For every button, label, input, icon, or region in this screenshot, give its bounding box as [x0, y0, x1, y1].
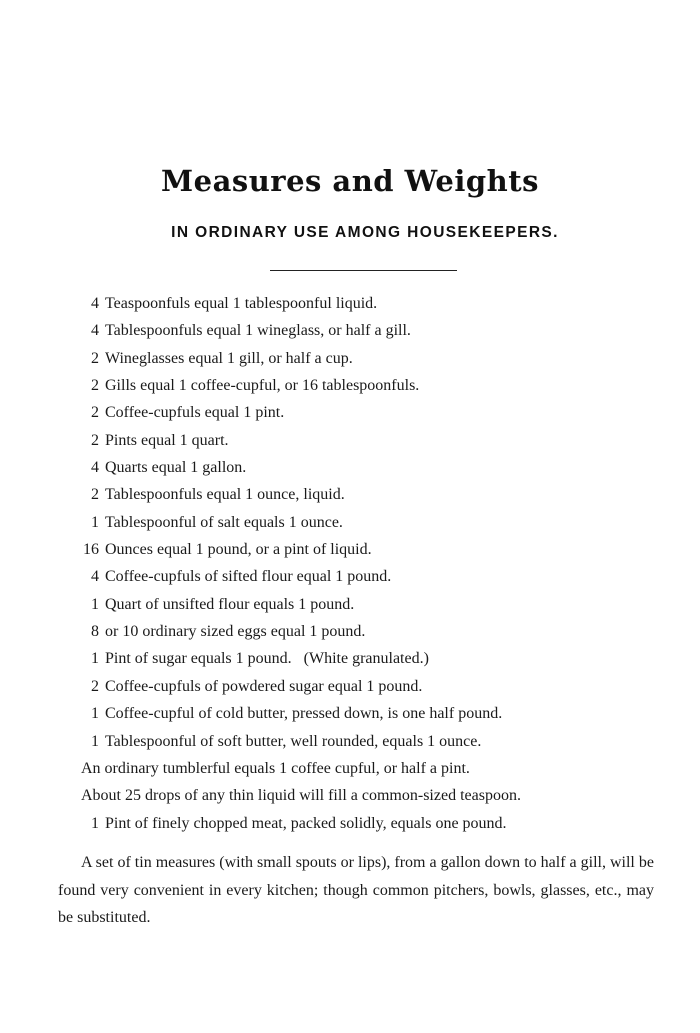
closing-paragraph: A set of tin measures (with small spouts or lips), from a gallon down to half a gill, will be found very convenient in every kitchen; though common pitchers, bowls, glasses, etc., may be substituted. — [58, 854, 654, 926]
item-text: Tablespoonful of soft butter, well rounded, equals 1 ounce. — [105, 732, 482, 750]
item-quantity: 2 — [91, 349, 99, 367]
item-text: Pints equal 1 quart. — [105, 431, 229, 449]
list-item — [0, 403, 700, 430]
item-text: Teaspoonfuls equal 1 tablespoonful liquid. — [105, 295, 378, 312]
page-title: Measures and Weights — [161, 164, 539, 198]
list-item — [0, 540, 700, 567]
item-quantity: 1 — [91, 513, 99, 531]
list-item — [0, 458, 700, 485]
list-item — [0, 349, 700, 376]
item-text: Coffee-cupfuls of powdered sugar equal 1 pound. — [105, 677, 423, 695]
list-item — [0, 649, 700, 676]
item-text: Quart of unsifted flour equals 1 pound. — [105, 595, 355, 613]
item-quantity: 2 — [91, 486, 99, 504]
item-quantity: 4 — [91, 295, 99, 312]
list-item — [0, 567, 700, 594]
page-subtitle: IN ORDINARY USE AMONG HOUSEKEEPERS. — [171, 224, 559, 241]
list-item — [0, 622, 700, 649]
list-item — [0, 513, 700, 540]
title-divider — [270, 270, 457, 271]
list-item — [0, 485, 700, 512]
item-quantity: 1 — [91, 650, 99, 668]
item-text: Quarts equal 1 gallon. — [105, 459, 247, 477]
item-quantity: 8 — [91, 623, 99, 641]
item-text: An ordinary tumblerful equals 1 coffee cupful, or half a pint. — [81, 759, 470, 777]
item-quantity: 16 — [83, 541, 99, 559]
item-text: Coffee-cupfuls equal 1 pint. — [105, 404, 285, 422]
item-quantity: 4 — [91, 322, 99, 340]
list-item — [0, 595, 700, 622]
item-quantity: 1 — [91, 705, 99, 723]
item-quantity: 4 — [91, 459, 99, 477]
list-item — [0, 814, 700, 841]
item-text: Coffee-cupful of cold butter, pressed down, is one half pound. — [105, 705, 503, 723]
item-text: or 10 ordinary sized eggs equal 1 pound. — [105, 623, 366, 641]
item-quantity: 2 — [91, 377, 99, 395]
item-quantity: 2 — [91, 404, 99, 422]
list-item — [0, 294, 700, 321]
item-text: Ounces equal 1 pound, or a pint of liquid. — [105, 541, 372, 559]
list-item — [0, 704, 700, 731]
list-item — [0, 677, 700, 704]
item-quantity: 1 — [91, 732, 99, 750]
list-item — [0, 431, 700, 458]
list-item — [0, 376, 700, 403]
item-text: Tablespoonfuls equal 1 ounce, liquid. — [105, 486, 345, 504]
item-quantity: 4 — [91, 568, 99, 586]
list-item — [0, 786, 700, 813]
item-text: Wineglasses equal 1 gill, or half a cup. — [105, 349, 353, 367]
list-item — [0, 759, 700, 786]
list-item — [0, 732, 700, 759]
item-quantity: 2 — [91, 677, 99, 695]
item-text: Coffee-cupfuls of sifted flour equal 1 pound. — [105, 568, 392, 586]
item-quantity: 1 — [91, 814, 99, 832]
item-text: Pint of sugar equals 1 pound. (White granulated.) — [105, 650, 429, 668]
item-text: Gills equal 1 coffee-cupful, or 16 tablespoonfuls. — [105, 377, 420, 395]
item-text: Pint of finely chopped meat, packed solidly, equals one pound. — [105, 814, 507, 832]
item-quantity: 2 — [91, 431, 99, 449]
measures-list — [0, 294, 700, 841]
item-text: Tablespoonfuls equal 1 wineglass, or half a gill. — [105, 322, 411, 340]
list-item — [0, 321, 700, 348]
item-text: About 25 drops of any thin liquid will fill a common-sized teaspoon. — [81, 787, 521, 805]
item-text: Tablespoonful of salt equals 1 ounce. — [105, 513, 343, 531]
item-quantity: 1 — [91, 595, 99, 613]
